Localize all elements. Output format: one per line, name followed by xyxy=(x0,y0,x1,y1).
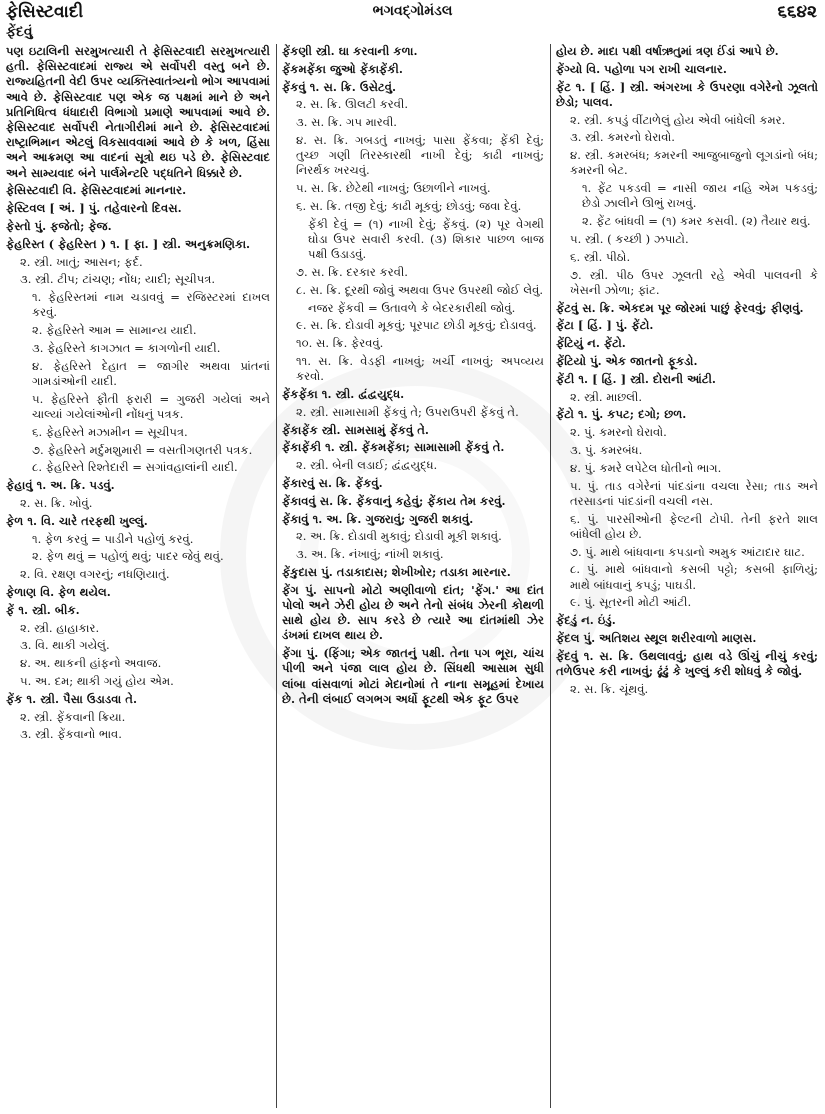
column-3 xyxy=(556,44,818,1110)
dictionary-entry: ફેંટ ૧. [ હિં. ] સ્ત્રી. અંગરખા કે ઉપરણા વગેરેનો ઝૂલતો છેડો; પાલવ. xyxy=(556,79,818,109)
dictionary-entry: ફેંકફેંકા ૧. સ્ત્રી. દ્વંદ્વયુદ્ધ. xyxy=(282,386,405,401)
dictionary-entry: ૬. સ્ત્રી. પીઠો. xyxy=(570,249,631,264)
dictionary-entry: ફેંકવું ૧. સ. ક્રિ. ઉસેટવું. xyxy=(282,79,396,94)
column-1 xyxy=(6,44,270,1110)
dictionary-entry: ૨. સ્ત્રી. હાહાકાર. xyxy=(20,620,100,635)
dictionary-entry: ૨. સ. ક્રિ. ચૂંથવું. xyxy=(570,681,649,696)
dictionary-entry: ફેંકણી સ્ત્રી. ઘા કરવાની કળા. xyxy=(282,44,418,58)
dictionary-entry: ફેંકી દેવું = (૧) નાખી દેવું; ફેંકવું. (૨) પૂર વેગથી ઘોડા ઉપર સવારી કરવી. (૩) શિકાર પાછળ બાજ પક્ષી ઉડાડવું. xyxy=(308,216,544,262)
dictionary-entry: ૫. સ. ક્રિ. છેટેથી નાખવું; ઉછાળીને નાખવું. xyxy=(296,181,491,196)
dictionary-entry: ૩. ફેહરિસ્તે કાગઝાત = કાગળોની યાદી. xyxy=(32,341,221,355)
dictionary-entry: હોય છે. માદા પક્ષી વર્ષાઋતુમાં ત્રણ ઈંડાં આપે છે. xyxy=(556,44,779,58)
dictionary-entry: ૩. સ્ત્રી. ટીપ; ટાંચણ; નોંધ; યાદી; સૂચીપત્ર. xyxy=(20,272,216,287)
dictionary-entry: ફેંકાવું ૧. અ. ક્રિ. ગુજરાવું; ગુજરી શકાવું. xyxy=(282,511,474,526)
dictionary-entry: ૯. પું. સૂતરની મોટી આંટી. xyxy=(570,595,692,610)
header-title: ભગવદ્ગોમંડલ xyxy=(372,3,453,19)
dictionary-entry: ૩. વિ. થાકી ગયેલું. xyxy=(20,638,110,653)
dictionary-entry: ફેંગા પું. (ફિંગા; એક જાતનું પક્ષી. તેના પગ ભૂરા, ચાંચ પીળી અને પંજા લાલ હોય છે. સિંધથી આસામ સુધી લાંબા વાંસવાળાં મોટાં મેદાનોમાં તે નાના સમૂહમાં દેખાય છે. તેની લંબાઈ લગભગ અર્ધો ફૂટથી એક ફૂટ ઉપર xyxy=(282,646,544,706)
dictionary-entry: ૫. સ્ત્રી. ( કચ્છી ) ઝપાટો. xyxy=(570,231,689,246)
dictionary-entry: ૭. સ. ક્રિ. દરકાર કરવી. xyxy=(296,264,408,279)
dictionary-entry: ૨. ફેહરિસ્તે આમ = સામાન્ય યાદી. xyxy=(32,323,197,338)
dictionary-entry: ફેળાણ વિ. ફેળ થયેલ. xyxy=(6,584,111,599)
dictionary-entry: ૪. પું. કમરે લપેટેલ ધોતીનો ભાગ. xyxy=(570,460,722,475)
dictionary-entry: ૨. પું. કમરનો ઘેરાવો. xyxy=(570,425,667,440)
dictionary-entry: ૭. પું. માથે બાંધવાના કપડાનો અમુક આંટાદાર ઘાટ. xyxy=(570,544,805,559)
dictionary-entry: ફેંદડું ન. ઇંડું. xyxy=(556,613,616,628)
dictionary-entry: ૩. પું. કમરબંધ. xyxy=(570,442,643,457)
dictionary-entry: ફેસ્તો પું. ફજેતો; ફેજ. xyxy=(6,219,112,234)
dictionary-entry: ૧. ફેંટ પકડવી = નાસી જાય નહિ એમ પકડવું; છેડો ઝાલીને ઊભું રાખવું. xyxy=(582,181,818,211)
dictionary-entry: ૫. અ. દમ; થાકી ગયું હોય એમ. xyxy=(20,673,174,688)
dictionary-entry: ૬. પું. પારસીઓની ફેલ્ટની ટોપી. તેની ફરતે શાલ બાંધેલી હોય છે. xyxy=(570,511,818,541)
dictionary-entry: ૨. સ્ત્રી. કપડું વીંટાળેલું હોય એવી બાંધેલી કમર. xyxy=(570,112,786,127)
dictionary-entry: ફેંટવું સ. ક્રિ. એકદમ પૂર જોરમાં પાછું ફેરવવું; ફીણવું. xyxy=(556,300,804,315)
dictionary-entry: ૪. સ્ત્રી. કમરબંધ; કમરની આજુબાજુનો લૂગડાંનો બંધ; કમરની બેટ. xyxy=(570,148,818,178)
header-guideword-left: ફેસિસ્ટવાદી xyxy=(6,2,84,22)
dictionary-entry: ફેંટી ૧. [ હિં. ] સ્ત્રી. દોરાની આંટી. xyxy=(556,371,716,386)
column-2 xyxy=(282,44,544,1110)
dictionary-entry: ૧૦. સ. ક્રિ. ફેરવવું. xyxy=(296,336,384,351)
dictionary-entry: ૪. સ. ક્રિ. ગબડતું નાખવું; પાસા ફેંકવા; ફેંકી દેવું; તુચ્છ ગણી તિરસ્કારથી નાખી દેવું; કાઢી નાખવું; નિરર્થક ખરચવું. xyxy=(296,132,544,178)
dictionary-entry: ૬. ફેહરિસ્તે મઝામીન = સૂચીપત્ર. xyxy=(32,424,188,439)
dictionary-entry: ફેં ૧. સ્ત્રી. બીક. xyxy=(6,602,80,617)
dictionary-entry: ૨. સ્ત્રી. બેની લડાઈ; દ્વંદ્વયુદ્ધ. xyxy=(296,458,438,473)
dictionary-entry: ૨. સ્ત્રી. ખાતું; આસન; ફર્દ. xyxy=(20,254,143,269)
dictionary-entry: ૪. ફેહરિસ્તે દેહાત = જાગીર અથવા પ્રાંતનાં ગામડાંઓની યાદી. xyxy=(32,358,270,388)
dictionary-entry: ફેહાવું ૧. અ. ક્રિ. પડવું. xyxy=(6,478,115,493)
dictionary-entry: ફેંકાફેંકી ૧. સ્ત્રી. ફેંકમફેંકા; સામાસામી ફેંકવું તે. xyxy=(282,440,505,455)
column-divider xyxy=(276,44,277,1108)
header-guideword-sub: ફેંદવું xyxy=(6,24,33,40)
dictionary-entry: ફેંકાવવું સ. ક્રિ. ફેંકવાનું કહેવું; ફેંકાય તેમ કરવું. xyxy=(282,493,506,508)
dictionary-entry: ફેંગ્યો વિ. પહોળા પગ રાખી ચાલનાર. xyxy=(556,61,727,76)
page-header xyxy=(0,0,825,24)
dictionary-entry: નજર ફેંકવી = ઉતાવળે કે બેદરકારીથી જોવું. xyxy=(308,300,516,315)
dictionary-entry: ફેસ્ટિવલ [ અં. ] પું. તહેવારનો દિવસ. xyxy=(6,201,182,216)
dictionary-entry: ફેંકમફેંકા જુઓ ફેંકાફેંકી. xyxy=(282,61,403,76)
dictionary-entry: ૭. સ્ત્રી. પીઠ ઉપર ઝૂલતી રહે એવી પાલવની કે ખેસની ઝોળા; ફાંટ. xyxy=(570,267,818,297)
dictionary-entry: ૨. સ્ત્રી. માછલી. xyxy=(570,389,643,404)
dictionary-entry: ફેંદવું ૧. સ. ક્રિ. ઉથલાવવું; હાથ વડે ઊંચું નીચું કરવું; તળેઉપર કરી નાખવું; ઢૂંઢું કે ખુલ્લું કરી શોધવું કે જોવું. xyxy=(556,648,818,678)
dictionary-entry: ૬. સ. ક્રિ. તજી દેવું; કાઢી મૂકવું; છોડવું; જવા દેવું. xyxy=(296,198,522,213)
dictionary-entry: ૮. સ. ક્રિ. દૂરથી જોવું અથવા ઉપર ઉપરથી જોઈ લેવું. xyxy=(296,282,544,297)
dictionary-entry: ૮. ફેહરિસ્તે રિશ્તેદારી = સગાંવહાલાંની યાદી. xyxy=(32,460,238,475)
dictionary-entry: ૫. પું. તાડ વગેરેનાં પાંદડાંના વચલા રેસા; તાડ અને તરસાડનાં પાંદડાંની વચલી નસ. xyxy=(570,478,818,508)
dictionary-entry: ફેંકુદાસ પું. તડાકાદાસ; શેખીખોર; તડાકા મારનાર. xyxy=(282,564,511,579)
dictionary-entry: ૩. અ. ક્રિ. નંખાવું; નાંખી શકાવું. xyxy=(296,547,444,562)
dictionary-entry: ૨. સ. ક્રિ. ઊલટી કરવી. xyxy=(296,97,409,112)
dictionary-entry: ૩. સ્ત્રી. કમરનો ઘેરાવો. xyxy=(570,130,675,145)
dictionary-entry: ૨. અ. ક્રિ. દોડાવી મુકાવું; દોડાવી મૂકી શકાવું. xyxy=(296,529,502,544)
dictionary-entry: ૭. ફેહરિસ્તે મર્દુમશુમારી = વસતીગણતરી પત્રક. xyxy=(32,442,253,457)
dictionary-entry: ૨. સ. ક્રિ. ખોવું. xyxy=(20,495,93,510)
dictionary-entry: ફેંક ૧. સ્ત્રી. પૈસા ઉડાડવા તે. xyxy=(6,691,138,706)
dictionary-entry: ફેંટિયું ન. ફેંટો. xyxy=(556,336,626,351)
dictionary-entry: ફેંકારવું સ. ક્રિ. ફેંકવું. xyxy=(282,475,383,490)
dictionary-entry: ૨. વિ. રક્ષણ વગરનું; નધણિયાતું. xyxy=(20,567,170,582)
dictionary-entry: ૨. સ્ત્રી. ફેંકવાની ક્રિયા. xyxy=(20,709,126,724)
dictionary-entry: ફેંટિયો પું. એક જાતનો ફૂકડો. xyxy=(556,353,698,368)
dictionary-entry: ફેંટા [ હિં. ] પું. ફેંટો. xyxy=(556,318,654,333)
dictionary-entry: ૧. ફેળ કરવું = પાડીને પહોળું કરવું. xyxy=(32,531,194,546)
column-divider xyxy=(550,44,551,1108)
dictionary-entry: પણ ઇટાલિની સરમુખત્યારી તે ફેસિસ્ટવાદી સરમુખત્યારી હતી. ફેસિસ્ટવાદમાં રાજ્ય એ સર્વોપરી વસ્તુ બને છે. રાજ્યહિતની વેદી ઉપર વ્યક્તિસ્વાતંત્ર્યનો ભોગ આપવામાં આવે છે. ફેસિસ્ટવાદ પણ એક જ પક્ષમાં માને છે અને પ્રતિનિધિત્વ ધંધાદારી વિભાગો પ્રમાણે આપવામાં આવે છે. ફેસિસ્ટવાદ સર્વોપરી નેતાગીરીમાં માને છે. ફેસિસ્ટવાદમાં રાષ્ટ્રાભિમાન એટલું વિકસાવવામાં આવે છે કે ખળ, હિંસા અને આક્રમણ આ વાદનાં સૂત્રો થઇ પડે છે. ફેસિસ્ટવાદ અને સામ્યવાદ બંને પાર્લમેન્ટરિ પદ્ધતિને ધિક્કારે છે. xyxy=(6,44,270,180)
dictionary-entry: ૪. અ. થાકની હાંફનો અવાજ. xyxy=(20,656,162,671)
dictionary-entry: ૩. સ્ત્રી. ફેંકવાનો ભાવ. xyxy=(20,727,122,742)
header-page-number: ૬૬૪૨ xyxy=(777,2,817,22)
dictionary-entry: ફેંટો ૧. પું. કપટ; દગો; છળ. xyxy=(556,407,687,422)
dictionary-entry: ૨. ફેળ થવું = પહોળું થવું; પાદર જેવું થવું. xyxy=(32,549,224,564)
dictionary-entry: ફેંગ પું. સાપનો મોટો અણીવાળો દાંત; 'ફેંગ.' આ દાંત પોલો અને ઝેરી હોય છે અને તેનો સંબંધ ઝેરની કોથળી સાથે હોય છે. સાપ કરડે છે ત્યારે આ દાંતમાંથી ઝેર ડંખમાં દાખલ થાય છે. xyxy=(282,582,544,643)
dictionary-entry: ૨. ફેંટ બાંધવી = (૧) કમર કસવી. (૨) તૈયાર થવું. xyxy=(582,214,811,229)
dictionary-entry: ૩. સ. ક્રિ. ગપ મારવી. xyxy=(296,115,397,130)
dictionary-entry: ૨. સ્ત્રી. સામાસામી ફેંકવું તે; ઉપરાઉપરી ફેંકવું તે. xyxy=(296,404,519,419)
dictionary-entry: ફેસિસ્ટવાદી વિ. ફેસિસ્ટવાદમાં માનનાર. xyxy=(6,183,187,198)
dictionary-entry: ફેળ ૧. વિ. ચારે તરફથી ખુલ્લું. xyxy=(6,513,148,528)
dictionary-entry: ૫. ફેહરિસ્તે ફૌતી ફરારી = ગુજરી ગયેલાં અને ચાલ્યાં ગયેલાંઓની નોંધનું પત્રક. xyxy=(32,391,270,421)
dictionary-entry: ૮. પું. માથે બાંધવાનો કસબી પટ્ટો; કસબી ફાળિયું; માથે બાંધવાનું કપડું; પાઘડી. xyxy=(570,562,818,592)
dictionary-entry: ૯. સ. ક્રિ. દોડાવી મૂકવું; પૂરપાટ છોડી મૂકવું; દોડાવવું. xyxy=(296,318,537,333)
dictionary-entry: ફેંકાફેંક સ્ત્રી. સામસામું ફેંકવું તે. xyxy=(282,422,429,437)
dictionary-entry: ૧૧. સ. ક્રિ. વેડફી નાખવું; ખર્ચી નાખવું; અપવ્યય કરવો. xyxy=(296,353,544,384)
dictionary-entry: ૧. ફેહરિસ્તમાં નામ ચડાવવું = રજિસ્ટરમાં દાખલ કરવું. xyxy=(32,290,270,320)
dictionary-entry: ફેહરિસ્ત ( ફેહરિસ્ત ) ૧. [ ફા. ] સ્ત્રી. અનુક્રમણિકા. xyxy=(6,236,251,251)
dictionary-entry: ફેંદલ પું. અતિશય સ્થૂલ શરીરવાળો માણસ. xyxy=(556,630,757,645)
